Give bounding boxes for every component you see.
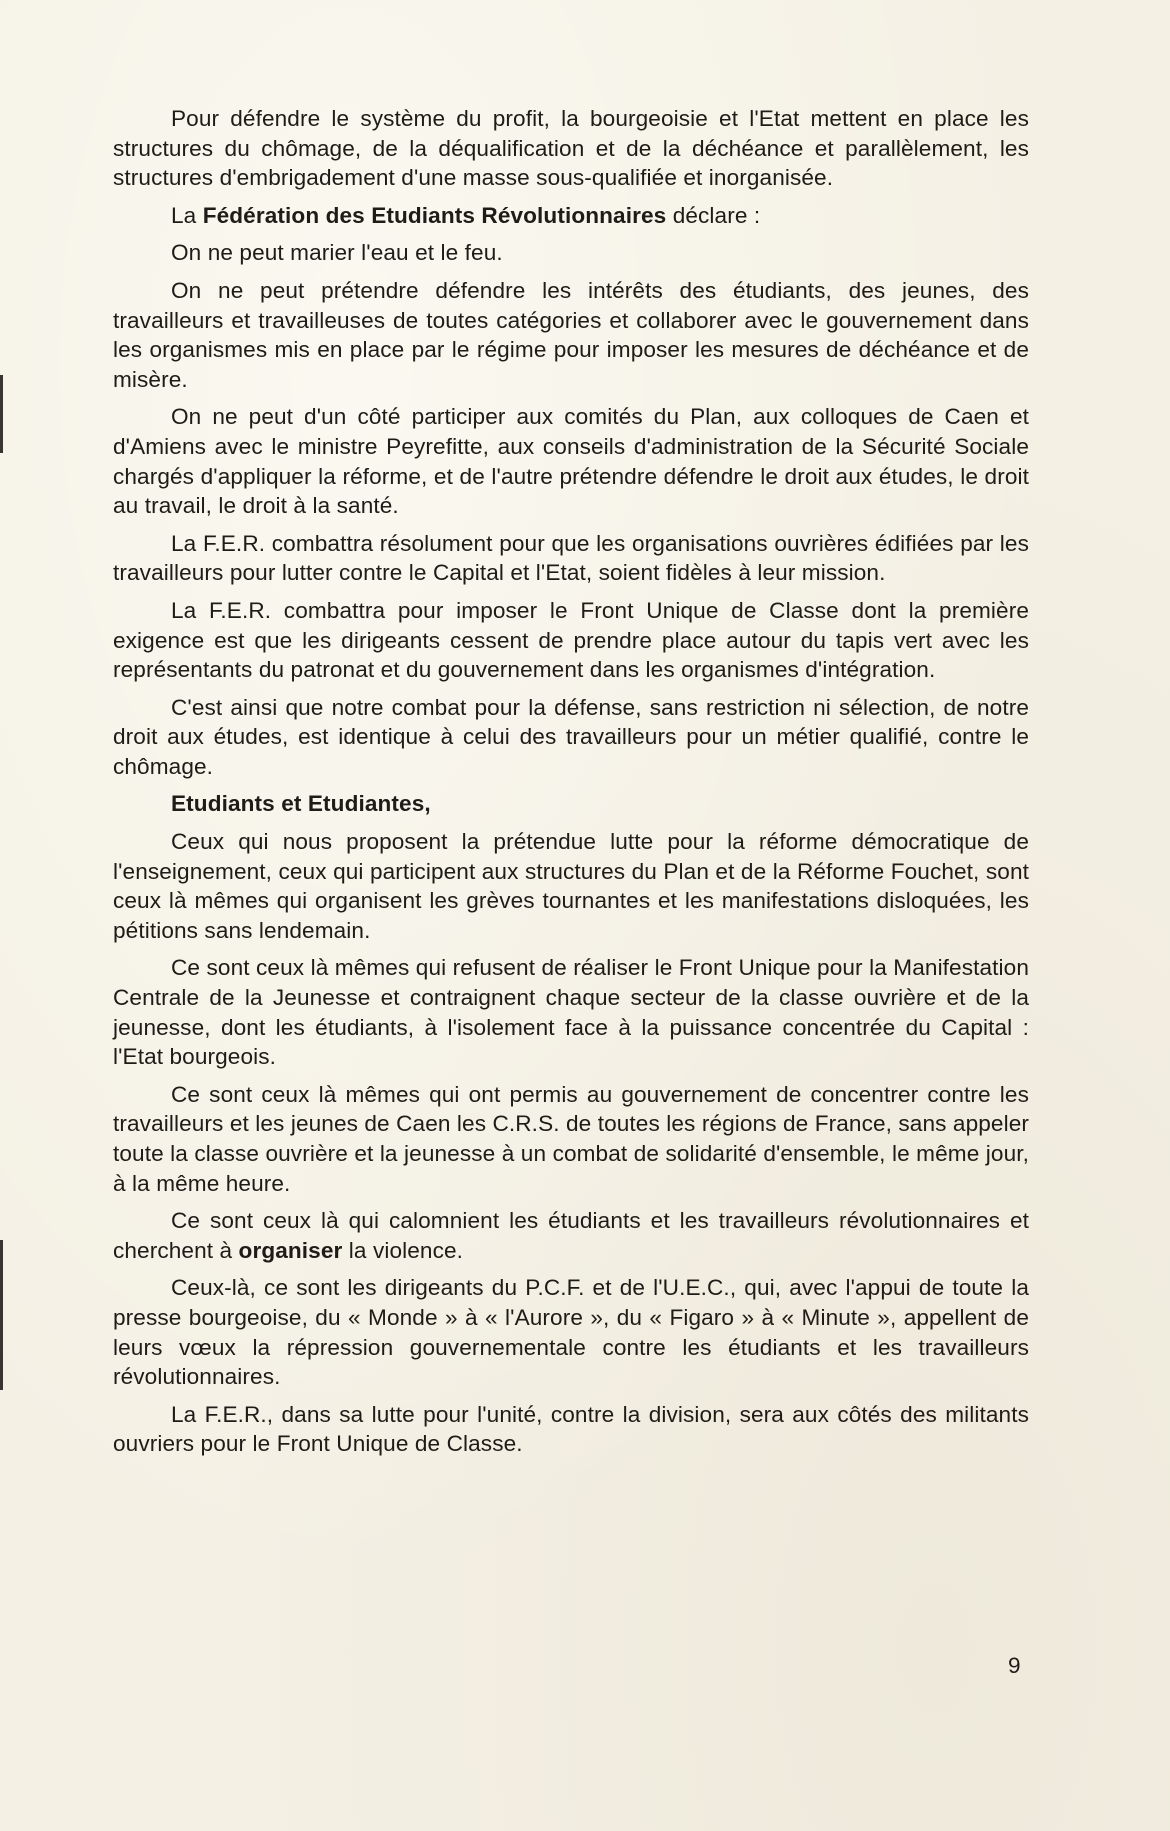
paragraph [113,201,1029,231]
paragraph [113,827,1029,945]
paragraph [113,693,1029,782]
bold-text: Etudiants et Etudiantes, [171,791,431,817]
text-run: La F.E.R. combattra pour imposer le Front Unique de Classe dont la première exigence est que les dirigeants cessent de prendre place autour du tapis vert avec les représentants du patronat et du gouvernement dans les organismes d'intégration. [113,597,1029,683]
text-run: C'est ainsi que notre combat pour la défense, sans restriction ni sélection, de notre droit aux études, est identique à celui des travailleurs pour un métier qualifié, contre le chômage. [113,694,1029,779]
text-run: déclare : [666,202,761,228]
paragraph [113,529,1029,588]
text-run: On ne peut marier l'eau et le feu. [171,240,503,266]
text-run: La [171,202,203,228]
text-run: Ceux-là, ce sont les dirigeants du P.C.F. et de l'U.E.C., qui, avec l'appui de toute la presse bourgeoise, du « Monde » à « l'Aurore », du « Figaro » à « Minute », appellent de leurs vœux la répression gouvernementale contre les étudiants et les travailleurs révolutionnaires. [113,1275,1029,1390]
paragraph [113,402,1029,520]
paragraph [113,1206,1029,1265]
text-run: Pour défendre le système du profit, la bourgeoisie et l'Etat mettent en place les structures du chômage, de la déqualification et de la déchéance et parallèlement, les structures d'embrigadement d'une masse sous-qualifiée et inorganisée. [113,106,1029,191]
bold-text: Fédération des Etudiants Révolutionnaires [202,202,667,228]
text-run: La F.E.R., dans sa lutte pour l'unité, contre la division, sera aux côtés des militants ouvriers pour le Front Unique de Classe. [113,1401,1029,1457]
text-run: la violence. [342,1237,464,1263]
paragraph [113,104,1029,193]
paragraph [113,1080,1029,1198]
text-run: La F.E.R. combattra résolument pour que les organisations ouvrières édifiées par les travailleurs pour lutter contre le Capital et l'Etat, soient fidèles à leur mission. [113,530,1029,586]
text-run: On ne peut prétendre défendre les intérêts des étudiants, des jeunes, des travailleurs et travailleuses de toutes catégories et collaborer avec le gouvernement dans les organismes mis en place par le régime pour imposer les mesures de déchéance et de misère. [113,277,1029,392]
text-run: Ce sont ceux là mêmes qui ont permis au gouvernement de concentrer contre les travailleurs et les jeunes de Caen les C.R.S. de toutes les régions de France, sans appeler toute la classe ouvrière et la jeunesse à un combat de solidarité d'ensemble, le même jour, à la même heure. [113,1081,1029,1196]
bold-text: organiser [238,1237,343,1263]
paragraph [113,596,1029,685]
text-run: On ne peut d'un côté participer aux comités du Plan, aux colloques de Caen et d'Amiens avec le ministre Peyrefitte, aux conseils d'administration de la Sécurité Sociale chargés d'appliquer la réforme, et de l'autre prétendre défendre le droit aux études, le droit au travail, le droit à la santé. [113,404,1029,519]
paragraph [113,789,1029,819]
text-run: Ceux qui nous proposent la prétendue lutte pour la réforme démocratique de l'enseignement, ceux qui participent aux structures du Plan et de la Réforme Fouchet, sont ceux là mêmes qui organisent les grèves tournantes et les manifestations disloquées, les pétitions sans lendemain. [113,829,1029,943]
body-text [113,104,1029,1467]
margin-mark [0,1240,3,1390]
margin-mark [0,375,3,453]
text-run: Ce sont ceux là qui calomnient les étudiants et les travailleurs révolutionnaires et cherchent à [113,1208,1029,1263]
text-run: Ce sont ceux là mêmes qui refusent de réaliser le Front Unique pour la Manifestation Centrale de la Jeunesse et contraignent chaque secteur de la classe ouvrière et de la jeunesse, dont les étudiants, à l'isolement face à la puissance concentrée du Capital : l'Etat bourgeois. [113,955,1029,1070]
paragraph [113,276,1029,394]
paragraph [113,1400,1029,1459]
page-number: 9 [1008,1653,1021,1678]
paragraph [113,1273,1029,1391]
paragraph [113,953,1029,1071]
paragraph [113,238,1029,268]
